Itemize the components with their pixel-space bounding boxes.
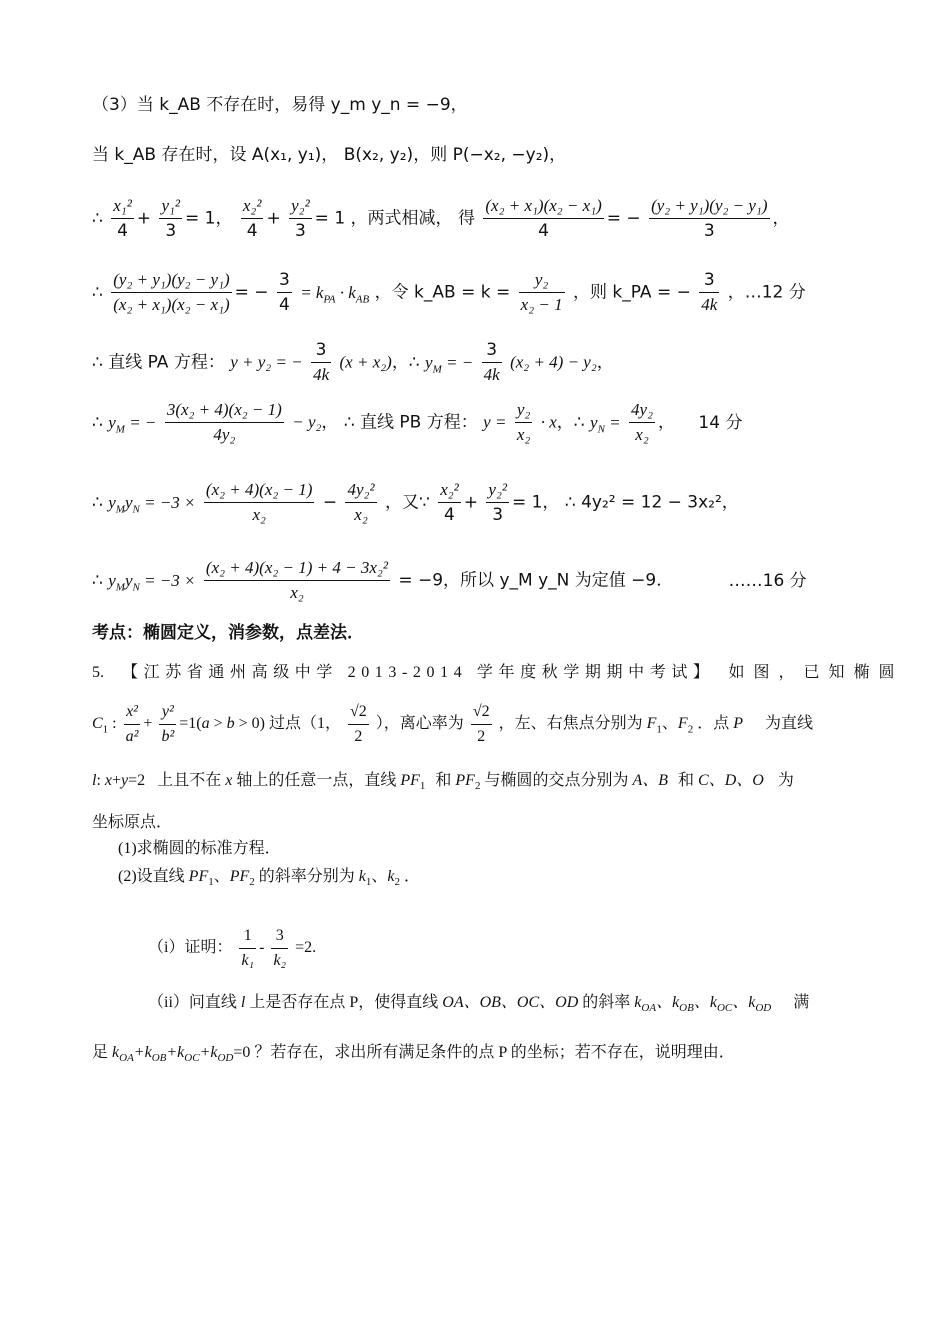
fraction: $\frac{\text{y₂²}}{3}$	[488, 480, 507, 525]
problem-intro: 如图，已知椭圆	[728, 664, 904, 681]
part3-line4: ∴ $\frac{\text{(y₂ + y₁)(y₂ − y₁)}}{\text{(x₂ + x₁)(x₂ − x₁)}}$ = − $\frac{3}{4}$ = $k_{PA} \cdot k_{AB}$ ，令 k_AB = k = $\frac{\text{y₂}}{\text{x₂ − 1}}$ ，则 k_PA = − $\frac{3}{4k}$ ，…12 分	[92, 270, 806, 315]
kaodian	[92, 622, 364, 644]
part3-line3: ∴ $\frac{\text{x₁²}}{4}$ + $\frac{\text{y₁²}}{3}$ = 1， $\frac{\text{x₂²}}{4}$ + $\frac{\text{y₂²}}{3}$ = 1 ，两式相减， 得 $\frac{\text{(x₂ + x₁)(x₂ − x₁)}}{4}$ = − $\frac{\text{(y₂ + y₁)(y₂ − y₁)}}{3}$ ，	[92, 196, 790, 241]
problem5-line2: $C_1$ : $\frac{\text{x²}}{\text{a²}}$ + $\frac{\text{y²}}{\text{b²}}$ =1(a > b > 0) 过点（1， $\frac{√2}{2}$ ），离心率为 $\frac{√2}{2}$ ，左、右焦点分别为 $F_1$、$F_2$ ．点 P 为直线	[92, 700, 813, 749]
points-note: ……16 分	[728, 570, 807, 591]
part3-line1-text: （3）当 k_AB 不存在时，易得 y_m y_n = −9，	[92, 95, 468, 115]
text-fragment: 上是否存在点 P，使得直线	[249, 994, 439, 1011]
text-fragment: ？若存在，求出所有满足条件的点 P 的坐标；若不存在，说明理由．	[254, 1044, 735, 1061]
fraction: $\frac{\text{3(x₂ + 4)(x₂ − 1)}}{\text{4y₂}}$	[166, 400, 282, 444]
part3-line2-text: 当 k_AB 存在时，设 A(x₁, y₁)， B(x₂, y₂)，则 P(−x₂, −y₂)，	[92, 145, 567, 165]
problem5-header	[92, 662, 904, 684]
fraction: $\frac{√2}{2}$	[348, 700, 369, 749]
points-note: ，…12 分	[727, 282, 806, 303]
text-fragment: 的斜率	[582, 994, 631, 1011]
text-fragment: ，又∵	[384, 492, 430, 513]
text-fragment: ．点	[697, 715, 730, 733]
problem-number: 5.	[92, 664, 104, 681]
fraction: $\frac{\text{x²}}{\text{a²}}$	[124, 700, 141, 749]
fraction: $\frac{3}{4k}$	[483, 340, 500, 384]
fraction: $\frac{\text{y²}}{\text{b²}}$	[159, 700, 176, 749]
fraction: $\frac{\text{y₂²}}{3}$	[291, 196, 310, 241]
fraction: $\frac{\text{(x₂ + 4)(x₂ − 1) + 4 − 3x₂²}}{\text{x₂}}$	[205, 558, 388, 602]
text-fragment: （ii）问直线	[148, 994, 237, 1011]
fraction: $\frac{√2}{2}$	[471, 700, 492, 749]
fraction: $\frac{\text{x₁²}}{4}$	[113, 196, 132, 241]
fraction: $\frac{1}{\text{k₁}}$	[239, 924, 256, 973]
question-2-i: （i）证明： $\frac{1}{\text{k₁}}$ - $\frac{3}{\text{k₂}}$ =2.	[148, 924, 316, 973]
fraction: $\frac{\text{x₂²}}{4}$	[242, 196, 262, 241]
text-fragment: 的斜率分别为	[258, 868, 355, 885]
text-fragment: ∴ 4y₂² = 12 − 3x₂²，	[564, 492, 739, 513]
fraction: $\frac{\text{y₁²}}{3}$	[161, 196, 181, 241]
text-fragment: ，两式相减， 得	[350, 208, 475, 229]
text-fragment: 坐标原点．	[92, 814, 173, 831]
fraction: $\frac{\text{4y₂²}}{\text{x₂}}$	[347, 480, 375, 524]
text-fragment: 足	[92, 1044, 109, 1061]
text-fragment: 轴上的任意一点，直线	[236, 772, 397, 789]
fraction: $\frac{\text{(x₂ + 4)(x₂ − 1)}}{\text{x₂}}$	[205, 480, 313, 524]
part3-line8: ∴ $y_My_N = -3$ × $\frac{\text{(x₂ + 4)(x₂ − 1) + 4 − 3x₂²}}{\text{x₂}}$ = −9，所以 y_M y_N 为定值 −9． ……16 分	[92, 556, 807, 605]
text-fragment: ∴ 直线 PB 方程：	[343, 412, 478, 433]
fraction: $\frac{3}{4k}$	[701, 270, 718, 314]
fraction: $\frac{3}{4}$	[278, 270, 290, 315]
text-fragment: ，则 k_PA = −	[573, 282, 691, 303]
problem5-line3: l: x+y=2 上且不在 x 轴上的任意一点，直线 $PF_1$ 和 $PF_2$ 与椭圆的交点分别为 A、B 和 C、D、O 为	[92, 772, 794, 793]
kaodian-text: 考点：椭圆定义，消参数，点差法．	[92, 623, 364, 643]
text-fragment: 和	[678, 772, 695, 789]
question-1-text: (1)求椭圆的标准方程．	[118, 840, 281, 857]
question-2-ii-cont: 足 $k_{OA}+k_{OB}+k_{OC}+k_{OD}=0$ ？若存在，求出所有满足条件的点 P 的坐标；若不存在，说明理由．	[92, 1044, 735, 1065]
text-fragment: ．	[404, 868, 421, 885]
part3-line6: ∴ $y_M$ = − $\frac{\text{3(x₂ + 4)(x₂ − 1)}}{\text{4y₂}}$ − y₂， ∴ 直线 PB 方程： y = $\frac{\text{y₂}}{\text{x₂}}$ · x，∴ $y_N$ = $\frac{\text{4y₂}}{\text{x₂}}$ ， 14 分	[92, 398, 742, 447]
part3-line7: ∴ $y_My_N = -3$ × $\frac{\text{(x₂ + 4)(x₂ − 1)}}{\text{x₂}}$ − $\frac{\text{4y₂²}}{\text{x₂}}$ ，又∵ $\frac{\text{x₂²}}{4}$ + $\frac{\text{y₂²}}{3}$ = 1， ∴ 4y₂² = 12 − 3x₂²，	[92, 480, 739, 525]
text-fragment: =2.	[295, 939, 317, 957]
text-fragment: （i）证明：	[148, 939, 233, 957]
therefore-symbol: ∴	[92, 208, 103, 229]
text-fragment: 满	[793, 994, 810, 1011]
text-fragment: 过点（1，	[269, 715, 342, 733]
text-fragment: 和	[435, 772, 452, 789]
text-fragment: ，令 k_AB = k =	[374, 282, 511, 303]
problem-source: 【江苏省通州高级中学 2013-2014 学年度秋学期期中考试】	[122, 664, 715, 681]
fraction: $\frac{\text{(y₂ + y₁)(y₂ − y₁)}}{3}$	[651, 196, 768, 241]
fraction: $\frac{3}{4k}$	[313, 340, 330, 384]
text-fragment: ∴ 直线 PA 方程：	[92, 352, 225, 373]
part3-line1	[92, 94, 468, 116]
text-fragment: (2)设直线	[118, 868, 185, 885]
part3-line2	[92, 144, 566, 166]
question-1	[118, 838, 281, 860]
part3-line5: ∴ 直线 PA 方程： y + y₂ = − $\frac{3}{4k}$ (x + x₂)，∴ $y_M$ = − $\frac{3}{4k}$ (x₂ + 4) − y₂，	[92, 338, 614, 387]
text-fragment: = −9，所以 y_M y_N 为定值 −9．	[398, 570, 674, 591]
text-fragment: 为直线	[764, 715, 813, 733]
problem5-line4	[92, 812, 172, 834]
text-fragment: 为	[777, 772, 794, 789]
fraction: $\frac{\text{(y₂ + y₁)(y₂ − y₁)}}{\text{(x₂ + x₁)(x₂ − x₁)}}$	[113, 270, 230, 314]
fraction: $\frac{\text{y₂}}{\text{x₂}}$	[516, 400, 531, 444]
fraction: $\frac{\text{y₂}}{\text{x₂ − 1}}$	[520, 270, 563, 314]
text-fragment: ，左、右焦点分别为	[498, 715, 643, 733]
fraction: $\frac{\text{x₂²}}{4}$	[440, 480, 459, 525]
fraction: $\frac{\text{(x₂ + x₁)(x₂ − x₁)}}{4}$	[485, 196, 602, 241]
fraction: $\frac{\text{4y₂}}{\text{x₂}}$	[631, 400, 654, 444]
points-note: 14 分	[698, 412, 743, 433]
text-fragment: 上且不在	[157, 772, 222, 789]
text-fragment: ），离心率为	[375, 715, 464, 733]
fraction: $\frac{3}{\text{k₂}}$	[271, 924, 288, 973]
question-2-ii: （ii）问直线 l 上是否存在点 P，使得直线 OA、OB、OC、OD 的斜率 $k_{OA}$、$k_{OB}$、$k_{OC}$、$k_{OD}$ 满	[148, 994, 810, 1015]
text-fragment: 与椭圆的交点分别为	[484, 772, 629, 789]
question-2: (2)设直线 $PF_1$、$PF_2$ 的斜率分别为 $k_1$、$k_2$ ．	[118, 868, 421, 889]
